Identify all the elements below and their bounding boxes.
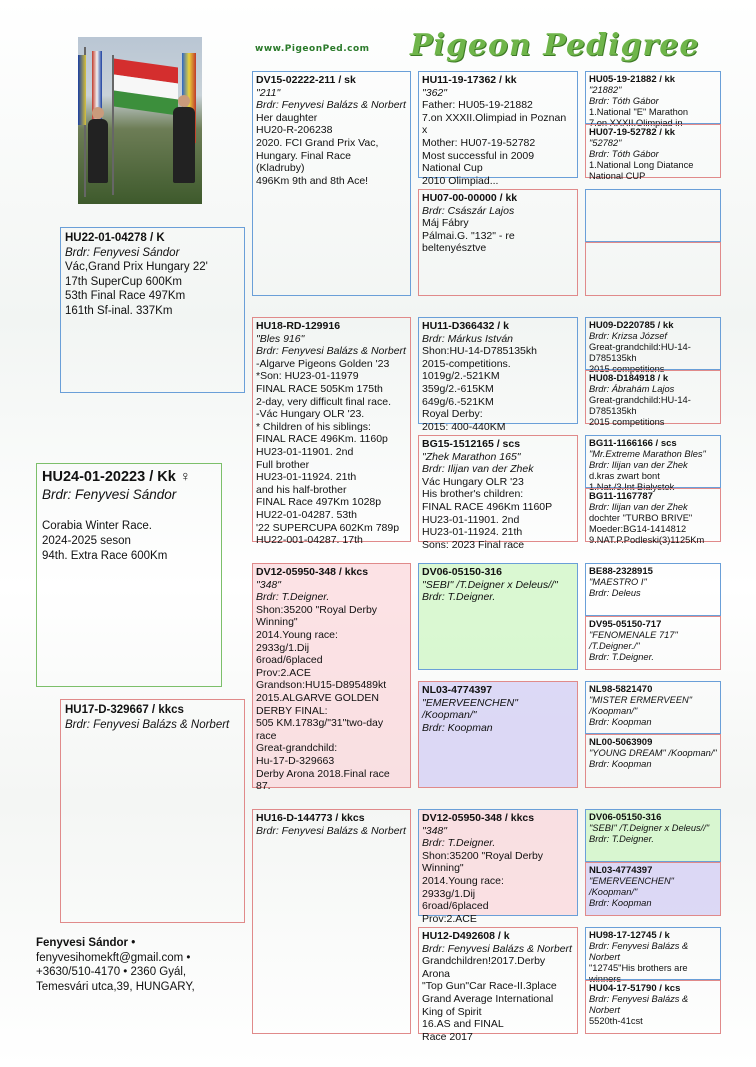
site-logo: www.PigeonPed.com xyxy=(255,44,370,54)
gen4-line: D785135kh xyxy=(589,353,637,363)
gen3-line: beltenyésztve xyxy=(422,242,487,255)
gen4-ring: HU08-D184918 / k xyxy=(589,373,669,384)
gen4-ring: NL03-4774397 xyxy=(589,865,653,876)
gen3-ring: DV12-05950-348 / kkcs xyxy=(422,812,535,824)
gen3-line: 16.AS and FINAL xyxy=(422,1018,504,1031)
contact-email[interactable]: fenyvesihomekft@gmail.com • xyxy=(36,951,191,964)
photo-flags xyxy=(78,37,202,204)
gen4-name: "EMERVEENCHEN" /Koopman/" xyxy=(589,876,674,897)
gen2-ring: DV15-02222-211 / sk xyxy=(256,74,356,86)
gen2-box-2 xyxy=(252,317,411,547)
person-head xyxy=(92,107,104,119)
gen4-breeder: Brdr: Ilijan van der Zhek xyxy=(589,502,688,512)
gen3-breeder: Brdr: Koopman xyxy=(422,721,493,734)
gen3-box-6 xyxy=(418,681,578,788)
contact-name: Fenyvesi Sándor • xyxy=(36,937,136,949)
gen4-box-15 xyxy=(585,927,721,984)
gen2-breeder: Brdr: T.Deigner. xyxy=(256,591,330,604)
gen4-breeder: Brdr: Ilijan van der Zhek xyxy=(589,460,688,470)
gen4-box-4 xyxy=(585,242,721,296)
gen3-line: Prov:2.ACE xyxy=(422,912,477,925)
gen4-line: 2015 competitions xyxy=(589,364,665,374)
gen3-line: Shon:35200 "Royal Derby xyxy=(422,849,544,862)
gen4-box-13 xyxy=(585,809,721,862)
gen2-line: 87. xyxy=(256,780,271,793)
gen4-box-8 xyxy=(585,488,721,545)
gen4-box-14 xyxy=(585,862,721,916)
gen4-name: "21882" xyxy=(589,85,622,95)
gen4-breeder: Brdr: Koopman xyxy=(589,759,652,769)
gen2-line: 505 KM.1783g/"31"two-day xyxy=(256,717,384,730)
gen4-line: 2015 competitions xyxy=(589,417,665,427)
gen3-line: 2015: 400-440KM xyxy=(422,420,506,433)
gen4-line: "12745"His brothers are xyxy=(589,963,688,973)
gen2-breeder: Brdr: Fenyvesi Balázs & Norbert xyxy=(256,824,406,837)
gen2-line: HU22-01-04287. 53th xyxy=(256,508,357,521)
gen2-line: *Son: HU23-01-11979 xyxy=(256,370,359,383)
gen2-line: DERBY FINAL: xyxy=(256,704,328,717)
gen4-breeder: Brdr: Tóth Gábor xyxy=(589,149,659,159)
gen2-line: HU22-001-04287. 17th xyxy=(256,534,363,547)
gen4-ring: HU98-17-12745 / k xyxy=(589,930,670,941)
gen2-name: "Bles 916" xyxy=(256,332,305,345)
person-right xyxy=(173,107,195,183)
gen3-line: 1019g/2.-521KM xyxy=(422,370,500,383)
gen4-line: 5520th-41cst xyxy=(589,1016,643,1026)
gen3-line: Most successful in 2009 xyxy=(422,149,535,162)
father-line: 161th Sf-inal. 337Km xyxy=(65,304,173,317)
gen4-breeder: Brdr: Koopman xyxy=(589,717,652,727)
gen4-box-2 xyxy=(585,124,721,181)
gen4-box-12 xyxy=(585,734,721,788)
gen3-line: 6road/6placed xyxy=(422,900,489,913)
gen2-line: FINAL RACE 496Km. 1160p xyxy=(256,433,388,446)
gen4-ring: BG11-1166166 / scs xyxy=(589,438,677,449)
gen4-name: "FENOMENALE 717" /T.Deigner./" xyxy=(589,630,678,651)
contact-phone[interactable]: +3630/510-4170 • 2360 Gyál, xyxy=(36,966,187,978)
gen4-box-16 xyxy=(585,980,721,1034)
gen2-line: Grandson:HU15-D895489kt xyxy=(256,679,387,692)
gen2-line: Great-grandchild: xyxy=(256,742,338,755)
gen3-line: 2015-competitions. xyxy=(422,357,511,370)
gen2-line: Winning" xyxy=(256,616,298,629)
gen4-ring: BG11-1167787 xyxy=(589,491,653,502)
gen2-line: -Vác Hungary OLR '23. xyxy=(256,408,365,421)
subject-title xyxy=(42,468,216,486)
mother-ring: HU17-D-329667 / kkcs xyxy=(65,704,184,716)
contact-address: Temesvári utca,39, HUNGARY, xyxy=(36,980,195,993)
gen4-line: 9.NAT.P.Podleski(3)1125Km xyxy=(589,535,705,545)
gen4-breeder: Brdr: Fenyvesi Balázs & Norbert xyxy=(589,941,689,962)
gen4-box-10 xyxy=(585,616,721,670)
gen4-name: "SEBI" /T.Deigner x Deleus//" xyxy=(589,823,710,833)
gen3-line: 7.on XXXII.Olimpiad in Poznan xyxy=(422,111,567,124)
gen3-box-5 xyxy=(418,563,578,670)
gen2-line: 2933g/1.Dij xyxy=(256,641,310,654)
gen2-box-4 xyxy=(252,809,411,1034)
gen4-name: "Mr.Extreme Marathon Bles" xyxy=(589,449,706,459)
gen2-ring: DV12-05950-348 / kkcs xyxy=(256,566,369,578)
gen4-ring: BE88-2328915 xyxy=(589,566,653,577)
gen2-line: HU23-01-11901. 2nd xyxy=(256,445,354,458)
subject-box xyxy=(36,463,222,687)
gen4-ring: HU07-19-52782 / kk xyxy=(589,127,676,138)
gen4-ring: HU04-17-51790 / kcs xyxy=(589,983,681,994)
mother-box xyxy=(60,699,245,923)
gen2-line: HU23-01-11924. 21th xyxy=(256,471,357,484)
gen4-ring: DV06-05150-316 xyxy=(589,812,662,823)
gen4-line: 1.National "E" Marathon xyxy=(589,107,689,117)
gen3-box-1 xyxy=(418,71,578,187)
gen3-line: HU23-01-11924. 21th xyxy=(422,526,523,539)
gen2-line: Full brother xyxy=(256,458,310,471)
gen4-breeder: Brdr: Koopman xyxy=(589,898,652,908)
gen3-box-7 xyxy=(418,809,578,925)
gen4-box-11 xyxy=(585,681,721,734)
gen4-line: D785135kh xyxy=(589,406,637,416)
gen3-line: Mother: HU07-19-52782 xyxy=(422,136,536,149)
contact-block xyxy=(36,936,236,994)
gen4-line: National CUP xyxy=(589,171,646,181)
gen3-line: Shon:HU-14-D785135kh xyxy=(422,345,537,358)
gen2-line: Hu-17-D-329663 xyxy=(256,754,335,767)
gen2-line: 496Km 9th and 8th Ace! xyxy=(256,174,369,187)
gen2-ring: HU16-D-144773 / kkcs xyxy=(256,812,365,824)
gen2-line: Prov:2.ACE xyxy=(256,666,311,679)
gen2-line: '22 SUPERCUPA 602Km 789p xyxy=(256,521,400,534)
gen2-line: Derby Arona 2018.Final race xyxy=(256,767,390,780)
gen3-ring: DV06-05150-316 xyxy=(422,566,502,578)
subject-line: Corabia Winter Race. xyxy=(42,520,152,532)
person-left xyxy=(88,119,108,183)
gen2-line: (Kladruby) xyxy=(256,162,305,175)
gen4-box-1 xyxy=(585,71,721,128)
subject-line: 2024-2025 seson xyxy=(42,535,131,547)
gen3-line: FINAL RACE 496Km 1160P xyxy=(422,500,553,513)
gen4-line: 7.on XXXII.Olimpiad in xyxy=(589,118,683,128)
gen2-name: "211" xyxy=(256,86,281,99)
gen4-box-9 xyxy=(585,563,721,616)
gen3-name: "348" xyxy=(422,824,447,837)
gen4-breeder: Brdr: Tóth Gábor xyxy=(589,96,659,106)
gen3-line: Pálmai.G. "132" - re xyxy=(422,229,515,242)
gen3-breeder: Brdr: Márkus István xyxy=(422,332,514,345)
father-line: 17th SuperCup 600Km xyxy=(65,275,182,288)
gen4-line: winners xyxy=(589,974,622,984)
gen3-name: "362" xyxy=(422,86,447,99)
gen3-ring: NL03-4774397 xyxy=(422,684,493,696)
gen3-breeder: Brdr: T.Deigner. xyxy=(422,837,496,850)
gen2-line: 2020. FCI Grand Prix Vac, xyxy=(256,136,379,149)
gen3-name: "SEBI" /T.Deigner x Deleus//" xyxy=(422,578,558,591)
gen4-name: "MISTER ERMERVEEN" /Koopman/" xyxy=(589,695,693,716)
gen3-name: "Zhek Marathon 165" xyxy=(422,450,521,463)
gen3-line: Vác Hungary OLR '23 xyxy=(422,475,524,488)
father-line: Vác,Grand Prix Hungary 22' xyxy=(65,261,208,273)
gen4-box-5 xyxy=(585,317,721,374)
gen3-line: Grand Average International xyxy=(422,992,554,1005)
gen3-line: Máj Fábry xyxy=(422,217,469,230)
gen4-line: Great-grandchild:HU-14- xyxy=(589,395,691,405)
gen2-line: * Children of his siblings: xyxy=(256,420,371,433)
gen3-line: Grandchildren!2017.Derby xyxy=(422,955,546,968)
gen4-line: 1.National Long Diatance xyxy=(589,160,694,170)
gen3-line: 2014.Young race: xyxy=(422,874,504,887)
subject-line: 94th. Extra Race 600Km xyxy=(42,550,168,562)
gen3-box-2 xyxy=(418,189,578,296)
gen2-line: 6road/6placed xyxy=(256,654,323,667)
subject-ring: HU24-01-20223 / Kk xyxy=(42,469,176,485)
gen2-line: HU20-R-206238 xyxy=(256,124,333,137)
father-box xyxy=(60,227,245,393)
gen2-line: and his half-brother xyxy=(256,483,347,496)
gen4-box-3 xyxy=(585,189,721,242)
gen2-line: 2014.Young race: xyxy=(256,628,338,641)
page-title: Pigeon Pedigree xyxy=(410,28,700,63)
gen4-ring: NL00-5063909 xyxy=(589,737,653,748)
gen4-line: Moeder:BG14-1414812 xyxy=(589,524,687,534)
gen2-line: 2-day, very difficult final race. xyxy=(256,395,392,408)
father-line: 53th Final Race 497Km xyxy=(65,290,186,302)
gen4-ring: NL98-5821470 xyxy=(589,684,653,695)
gen3-name: "EMERVEENCHEN" /Koopman/" xyxy=(422,696,518,722)
gen2-ring: HU18-RD-129916 xyxy=(256,320,341,332)
gen3-line: Royal Derby: xyxy=(422,408,483,421)
gen2-name: "348" xyxy=(256,578,281,591)
gen4-breeder: Brdr: Fenyvesi Balázs & Norbert xyxy=(589,994,689,1015)
gen3-breeder: Brdr: Fenyvesi Balázs & Norbert xyxy=(422,942,572,955)
gen3-line: 2933g/1.Dij xyxy=(422,887,476,900)
gen3-line: 2010 Olimpiad... xyxy=(422,174,499,187)
gen2-breeder: Brdr: Fenyvesi Balázs & Norbert xyxy=(256,99,406,112)
gen4-breeder: Brdr: Krizsa József xyxy=(589,331,668,341)
female-icon: ♀ xyxy=(179,469,191,485)
gen2-line: Shon:35200 "Royal Derby xyxy=(256,603,378,616)
subject-breeder: Brdr: Fenyvesi Sándor xyxy=(42,487,177,502)
mother-breeder: Brdr: Fenyvesi Balázs & Norbert xyxy=(65,718,230,731)
gen4-box-7 xyxy=(585,435,721,492)
gen3-line: Sons: 2023 Final race xyxy=(422,538,525,551)
gen3-line: His brother's children: xyxy=(422,488,524,501)
gen2-line: Her daughter xyxy=(256,111,318,124)
gen4-name: "MAESTRO I" xyxy=(589,577,647,587)
gen3-box-3 xyxy=(418,317,578,433)
gen3-ring: HU07-00-00000 / kk xyxy=(422,192,518,204)
father-ring: HU22-01-04278 / K xyxy=(65,232,165,244)
person-head xyxy=(178,95,190,107)
gen2-line: Hungary. Final Race xyxy=(256,149,351,162)
father-breeder: Brdr: Fenyvesi Sándor xyxy=(65,246,180,259)
gen3-line: HU23-01-11901. 2nd xyxy=(422,513,520,526)
gen4-ring: HU09-D220785 / kk xyxy=(589,320,674,331)
gen3-ring: HU12-D492608 / k xyxy=(422,930,510,942)
gen2-breeder: Brdr: Fenyvesi Balázs & Norbert xyxy=(256,345,406,358)
gen4-breeder: Brdr: Ábrahám Lajos xyxy=(589,384,675,394)
gen3-breeder: Brdr: Ilijan van der Zhek xyxy=(422,463,534,476)
gen4-name: "YOUNG DREAM" /Koopman/" xyxy=(589,748,717,758)
gen2-line: -Algarve Pigeons Golden '23 xyxy=(256,357,390,370)
gen3-line: National Cup xyxy=(422,162,483,175)
gen3-box-8 xyxy=(418,927,578,1043)
gen4-ring: HU05-19-21882 / kk xyxy=(589,74,676,85)
gen4-breeder: Brdr: T.Deigner. xyxy=(589,652,654,662)
gen2-box-3 xyxy=(252,563,411,793)
gen4-breeder: Brdr: Deleus xyxy=(589,588,641,598)
gen3-ring: HU11-19-17362 / kk xyxy=(422,74,517,86)
gen3-line: "Top Gun"Car Race-II.3place xyxy=(422,980,557,993)
gen3-line: x xyxy=(422,124,428,137)
gen4-box-6 xyxy=(585,370,721,427)
gen3-breeder: Brdr: T.Deigner. xyxy=(422,591,496,604)
gen3-line: Father: HU05-19-21882 xyxy=(422,99,533,112)
gen3-ring: BG15-1512165 / scs xyxy=(422,438,521,450)
gen3-line: 359g/2.-615KM xyxy=(422,382,494,395)
gen2-line: 2015.ALGARVE GOLDEN xyxy=(256,691,379,704)
flag-left xyxy=(78,55,86,125)
gen4-line: dochter "TURBO BRIVE" xyxy=(589,513,693,523)
gen3-ring: HU11-D366432 / k xyxy=(422,320,509,332)
gen4-breeder: Brdr: T.Deigner. xyxy=(589,834,654,844)
gen4-line: d.kras zwart bont xyxy=(589,471,660,481)
gen2-line: FINAL RACE 505Km 175th xyxy=(256,382,383,395)
gen3-line: Race 2017 xyxy=(422,1030,473,1043)
gen2-line: race xyxy=(256,729,277,742)
gen3-box-4 xyxy=(418,435,578,551)
gen3-line: King of Spirit xyxy=(422,1005,482,1018)
gen4-ring: DV95-05150-717 xyxy=(589,619,662,630)
gen4-line: 1.Nat./3.Int Bialystok xyxy=(589,482,675,492)
gen2-box-1 xyxy=(252,71,411,296)
gen2-line: FINAL Race 497Km 1028p xyxy=(256,496,382,509)
gen3-line: Arona xyxy=(422,967,451,980)
gen4-name: "52782" xyxy=(589,138,622,148)
gen3-breeder: Brdr: Császár Lajos xyxy=(422,204,515,217)
gen4-line: Great-grandchild:HU-14- xyxy=(589,342,691,352)
gen3-line: 649g/6.-521KM xyxy=(422,395,494,408)
gen3-line: Winning" xyxy=(422,862,464,875)
